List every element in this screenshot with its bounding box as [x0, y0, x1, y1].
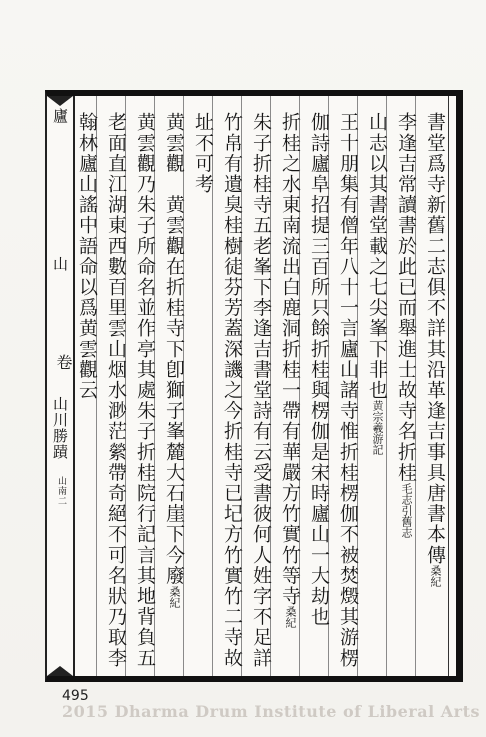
column-note: 桑紀 — [168, 585, 181, 608]
right-border-line — [448, 96, 449, 676]
text-column-1 — [423, 112, 447, 672]
banxin-chapter: 山川勝蹟 — [51, 396, 69, 460]
fishtail-bottom-mark — [47, 666, 73, 676]
text-column-10 — [162, 112, 186, 672]
text-column-6 — [278, 112, 302, 672]
banxin-title-1: 廬 — [51, 108, 69, 124]
banxin-title-2: 山 — [51, 256, 69, 272]
column-note: 桑紀 — [429, 565, 442, 588]
text-column-13 — [75, 112, 99, 672]
text-column-12 — [104, 112, 128, 672]
banxin-mark: 卷 — [54, 354, 73, 370]
text-column-2 — [394, 112, 418, 672]
column-text: 山志以其書堂載之七尖峯下非也 — [366, 112, 388, 401]
text-column-3 — [365, 112, 389, 672]
column-text: 折桂之水東南流出白鹿洞折桂一帶有華嚴方竹實竹等寺 — [279, 112, 301, 607]
column-text: 翰林廬山謠中語命以爲黄雲觀云 — [76, 112, 98, 401]
text-column-4 — [336, 112, 360, 672]
text-column-5 — [307, 112, 331, 672]
banxin-center-column — [47, 96, 75, 676]
column-note: 黄宗羲游記 — [371, 400, 384, 456]
text-column-7 — [249, 112, 273, 672]
column-text: 老面直江湖東西數百里雲山烟水渺茫縈帶奇絕不可名狀乃取李 — [105, 112, 127, 669]
column-text: 址不可考 — [192, 112, 214, 195]
text-column-8 — [220, 112, 244, 672]
column-text: 黄雲觀 黄雲觀在折桂寺下卽獅子峯麓大石崖下今廢 — [163, 112, 185, 586]
column-text: 王十朋集有僧年八十一言廬山諸寺惟折桂楞伽不被焚燬其游楞 — [337, 112, 359, 669]
page-number: 495 — [62, 688, 89, 704]
column-text: 黄雲觀乃朱子所命名並作亭其處朱子折桂院行記言其地背負五 — [134, 112, 156, 669]
column-note: 毛志引舊志 — [400, 482, 413, 538]
column-note: 桑紀 — [284, 606, 297, 629]
column-text: 竹帛有遺臭桂樹徒芬芳蓋深譏之今折桂寺已圮方竹實竹二寺故 — [221, 112, 243, 669]
banxin-subtitle: 山南二 — [56, 476, 66, 506]
text-column-11 — [133, 112, 157, 672]
watermark: 2015 Dharma Drum Institute of Liberal Arts — [62, 702, 480, 721]
column-text: 朱子折桂寺五老峯下李逢吉書堂詩有云受書彼何人姓字不足詳 — [250, 112, 272, 669]
fishtail-top-mark — [47, 96, 73, 106]
column-text: 李逢吉常讀書於此已而舉進士故寺名折桂 — [395, 112, 417, 483]
text-column-9 — [191, 112, 215, 672]
column-text: 書堂爲寺新舊二志俱不詳其沿革逢吉事具唐書本傳 — [424, 112, 446, 566]
column-text: 伽詩廬阜招提三百所只餘折桂與楞伽是宋時廬山一大劫也 — [308, 112, 330, 627]
